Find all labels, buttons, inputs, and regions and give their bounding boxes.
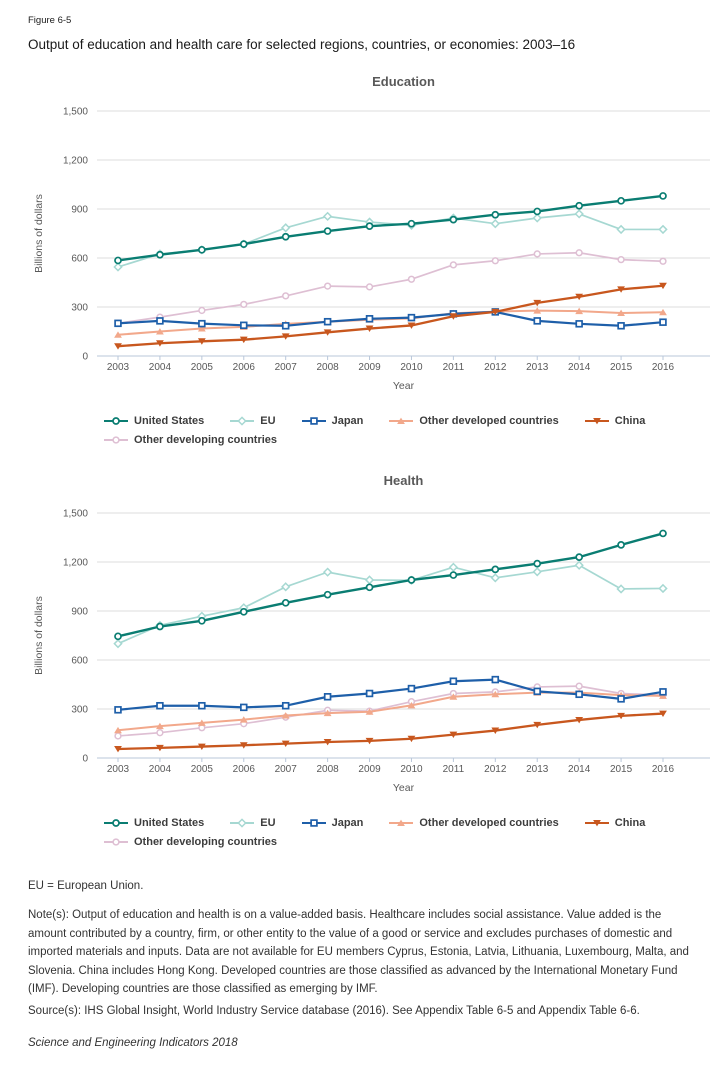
legend-item-other-developed-countries (389, 415, 558, 427)
svg-text:2006: 2006 (232, 764, 255, 775)
education-chart-title: Education (372, 74, 435, 89)
legend-item-eu (230, 817, 275, 829)
health-legend (104, 813, 720, 851)
series-other-developing-countries (115, 250, 666, 326)
other-developing-countries-marker-icon (104, 435, 128, 445)
svg-text:2012: 2012 (484, 764, 507, 775)
eu-definition: EU = European Union. (28, 880, 144, 892)
svg-text:2004: 2004 (148, 362, 172, 373)
svg-text:1,500: 1,500 (62, 106, 88, 118)
legend-label: EU (260, 414, 276, 427)
figure-label: Figure 6-5 (28, 15, 72, 26)
other-developing-countries-marker-icon (104, 837, 128, 847)
svg-text:Billions of dollars: Billions of dollars (33, 194, 45, 273)
svg-text:2012: 2012 (484, 362, 507, 373)
china-marker-icon (585, 818, 609, 828)
svg-text:600: 600 (71, 655, 88, 667)
svg-text:0: 0 (82, 753, 88, 765)
legend-label: Other developed countries (419, 414, 559, 427)
svg-text:900: 900 (71, 606, 88, 618)
united-states-marker-icon (104, 818, 128, 828)
svg-text:2016: 2016 (651, 362, 675, 373)
legend-item-japan (302, 817, 364, 829)
legend-label: Other developing countries (134, 835, 278, 848)
svg-text:2007: 2007 (274, 362, 297, 373)
svg-text:1,200: 1,200 (62, 557, 88, 569)
legend-label: Other developed countries (419, 816, 559, 829)
report-name: Science and Engineering Indicators 2018 (28, 1037, 238, 1049)
legend-label: China (614, 816, 646, 829)
legend-label: EU (260, 816, 276, 829)
legend-item-eu (230, 415, 275, 427)
series-united-states (115, 530, 666, 639)
series-china (114, 283, 667, 350)
svg-text:2014: 2014 (568, 362, 591, 373)
svg-text:2006: 2006 (232, 362, 255, 373)
svg-text:2010: 2010 (400, 764, 423, 775)
series-eu (114, 562, 666, 648)
svg-text:Year: Year (392, 782, 415, 794)
svg-text:2007: 2007 (274, 764, 297, 775)
japan-marker-icon (302, 818, 326, 828)
svg-text:2015: 2015 (609, 362, 633, 373)
series-eu (114, 210, 666, 270)
legend-label: Other developing countries (134, 433, 278, 446)
legend-item-china (585, 817, 646, 829)
svg-text:600: 600 (71, 253, 88, 265)
china-marker-icon (585, 416, 609, 426)
svg-text:2008: 2008 (316, 362, 339, 373)
legend-label: United States (134, 816, 205, 829)
japan-marker-icon (302, 416, 326, 426)
eu-marker-icon (230, 818, 254, 828)
legend-row (104, 430, 720, 449)
legend-item-united-states (104, 817, 204, 829)
svg-text:300: 300 (71, 302, 88, 314)
svg-text:0: 0 (82, 351, 88, 363)
svg-text:1,500: 1,500 (62, 508, 88, 520)
legend-item-china (585, 415, 646, 427)
svg-text:2003: 2003 (106, 362, 130, 373)
svg-text:2003: 2003 (106, 764, 130, 775)
source-text: Source(s): IHS Global Insight, World Industry Service database (2016). See Appendix Table 6-5 and Appendix Table 6-6. (28, 1005, 640, 1017)
svg-text:Year: Year (392, 380, 415, 392)
legend-row (104, 411, 720, 430)
svg-text:Billions of dollars: Billions of dollars (33, 596, 45, 675)
svg-text:2013: 2013 (526, 764, 549, 775)
legend-row (104, 832, 720, 851)
legend-item-other-developing-countries (104, 836, 277, 848)
other-developed-countries-marker-icon (389, 818, 413, 828)
health-chart-title: Health (383, 473, 424, 488)
note-text: Note(s): Output of education and health is on a value-added basis. Healthcare includes social assistance. Value added is the amount contributed by a country, firm, or other entity to the value of a good or service and excludes purchases of domestic and imported materials and inputs. Data are not available for EU members Cyprus, Estonia, Latvia, Lithuania, Luxembourg, Malta, and Slovenia. China includes Hong Kong. Developed countries are those classified as advanced by the International Monetary Fund (IMF). Developing countries are those classified as emerging by IMF. (28, 909, 689, 995)
legend-label: Japan (331, 816, 364, 829)
svg-text:2010: 2010 (400, 362, 423, 373)
other-developed-countries-marker-icon (389, 416, 413, 426)
series-china (114, 711, 667, 753)
education-legend (104, 411, 720, 449)
legend-item-other-developed-countries (389, 817, 558, 829)
svg-text:2008: 2008 (316, 764, 339, 775)
legend-label: Japan (331, 414, 364, 427)
legend-item-other-developing-countries (104, 434, 277, 446)
education-line-chart (28, 93, 718, 393)
svg-text:2015: 2015 (609, 764, 633, 775)
svg-text:2009: 2009 (358, 764, 381, 775)
svg-text:2013: 2013 (526, 362, 549, 373)
health-line-chart (28, 495, 718, 795)
legend-label: United States (134, 414, 205, 427)
united-states-marker-icon (104, 416, 128, 426)
svg-text:2011: 2011 (442, 764, 465, 775)
svg-text:2009: 2009 (358, 362, 381, 373)
svg-text:1,200: 1,200 (62, 155, 88, 167)
legend-row (104, 813, 720, 832)
legend-item-japan (302, 415, 364, 427)
svg-text:2005: 2005 (190, 764, 213, 775)
svg-text:2004: 2004 (148, 764, 172, 775)
svg-text:2014: 2014 (568, 764, 591, 775)
svg-text:300: 300 (71, 704, 88, 716)
legend-label: China (614, 414, 646, 427)
eu-marker-icon (230, 416, 254, 426)
legend-item-united-states (104, 415, 204, 427)
svg-text:2011: 2011 (442, 362, 465, 373)
svg-text:2005: 2005 (190, 362, 213, 373)
svg-text:2016: 2016 (651, 764, 675, 775)
svg-text:900: 900 (71, 204, 88, 216)
series-japan (115, 677, 666, 713)
page-title: Output of education and health care for selected regions, countries, or economies: 2003–16 (28, 37, 576, 52)
